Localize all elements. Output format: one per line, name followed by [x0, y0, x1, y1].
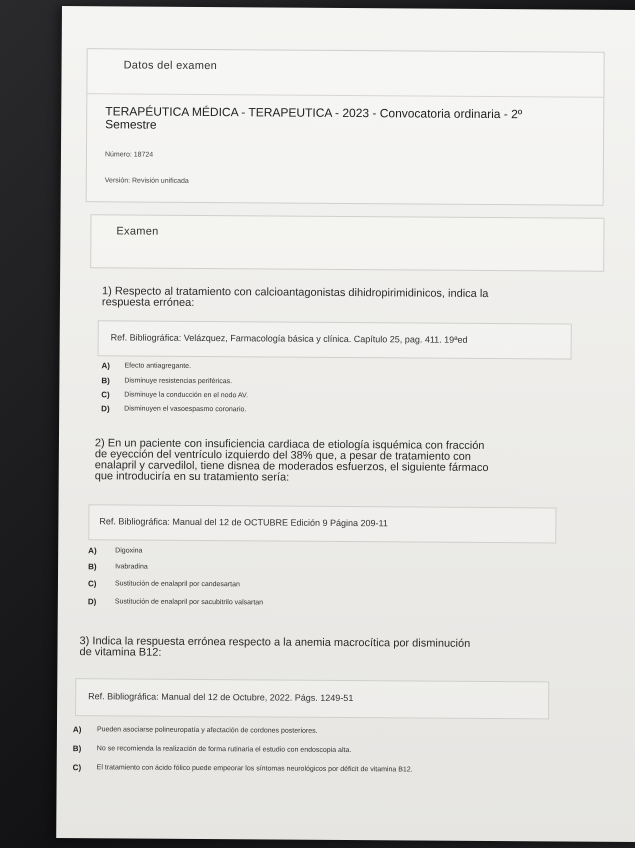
course-title [105, 105, 600, 134]
q3-option-a-letter: A) [72, 725, 82, 735]
course-title-line2: Semestre [105, 117, 157, 132]
exam-paper [56, 6, 635, 842]
question-2-text [95, 438, 600, 486]
q1-option-c-letter: C) [101, 390, 110, 400]
q1-option-d-letter: D) [101, 404, 110, 414]
question-1-text [102, 286, 597, 311]
q2-option-b-letter: B) [88, 562, 97, 572]
exam-number: Número: 18724 [104, 151, 154, 159]
q2-option-a-text: Digoxina [115, 547, 143, 555]
q3-option-a-text: Pueden asociarse polineuropatía y afectación de cordones posteriores. [96, 726, 318, 735]
q2-option-b-text: Ivabradina [115, 563, 148, 571]
q1-option-b-letter: B) [101, 376, 110, 386]
question-1-line2: respuesta errónea: [101, 296, 195, 309]
question-3-reference: Ref. Bibliográfica: Manual del 12 de Octubre, 2022. Págs. 1249-51 [88, 691, 354, 704]
q1-option-d-text: Disminuyen el vasoespasmo coronario. [124, 405, 247, 414]
question-3-reference-box [75, 678, 549, 719]
question-3-text [79, 636, 609, 662]
q1-option-a-text: Efecto antiagregante. [124, 362, 192, 370]
question-2-line2: de eyección del ventrículo izquierdo del 38% que, a pesar de tratamiento con [94, 448, 471, 463]
section-header: Datos del examen [123, 59, 218, 73]
question-3-line1: 3) Indica la respuesta errónea respecto a la anemia macrocítica por disminución [79, 635, 471, 650]
q1-option-a-letter: A) [101, 361, 110, 371]
exam-box [90, 214, 604, 272]
q3-option-c-text: El tratamiento con ácido fólico puede empeorar los síntomas neurológicos por déficit de vitamina B12. [96, 764, 413, 774]
exam-version: Versión: Revisión unificada [104, 177, 189, 185]
q2-option-a-letter: A) [88, 546, 97, 556]
q1-option-b-text: Disminuye resistencias periféricas. [124, 377, 233, 386]
question-3-line2: de vitamina B12: [79, 646, 162, 659]
question-2-reference: Ref. Bibliográfica: Manual del 12 de OCTUBRE Edición 9 Página 209-11 [99, 516, 388, 529]
question-2-reference-box [88, 504, 556, 543]
question-1-reference-box [98, 320, 572, 359]
course-title-line1: TERAPÉUTICA MÉDICA - TERAPEUTICA - 2023 - Convocatoria ordinaria - 2º [105, 104, 523, 122]
q1-option-c-text: Disminuye la conducción en el nodo AV. [124, 391, 249, 400]
q2-option-d-letter: D) [87, 597, 97, 607]
q2-option-c-letter: C) [87, 579, 97, 589]
q2-option-c-text: Sustitución de enalapril por candesartan [114, 580, 240, 589]
question-1-line1: 1) Respecto al tratamiento con calcioantagonistas dihidropirimidinicos, indica la [101, 285, 489, 300]
exam-data-box [86, 48, 605, 206]
q3-option-b-letter: B) [72, 744, 82, 754]
exam-header: Examen [116, 225, 159, 238]
question-2-line1: 2) En un paciente con insuficiencia cardiaca de etiología isquémica con fracción [94, 437, 485, 452]
q3-option-c-letter: C) [72, 763, 82, 773]
q2-option-d-text: Sustitución de enalapril por sacubitrilo valsartan [114, 598, 264, 607]
question-2-line3: enalapril y carvedilol, tiene disnea de moderados esfuerzos, el siguiente fármaco [94, 459, 489, 474]
question-2-line4: que introduciría en su tratamiento sería: [94, 470, 290, 484]
q3-option-b-text: No se recomienda la realización de forma rutinaria el estudio con endoscopia alta. [96, 745, 352, 755]
header-divider [87, 93, 603, 98]
question-1-reference: Ref. Bibliográfica: Velázquez, Farmacología básica y clínica. Capítulo 25, pag. 411. 19ªed [110, 332, 468, 345]
